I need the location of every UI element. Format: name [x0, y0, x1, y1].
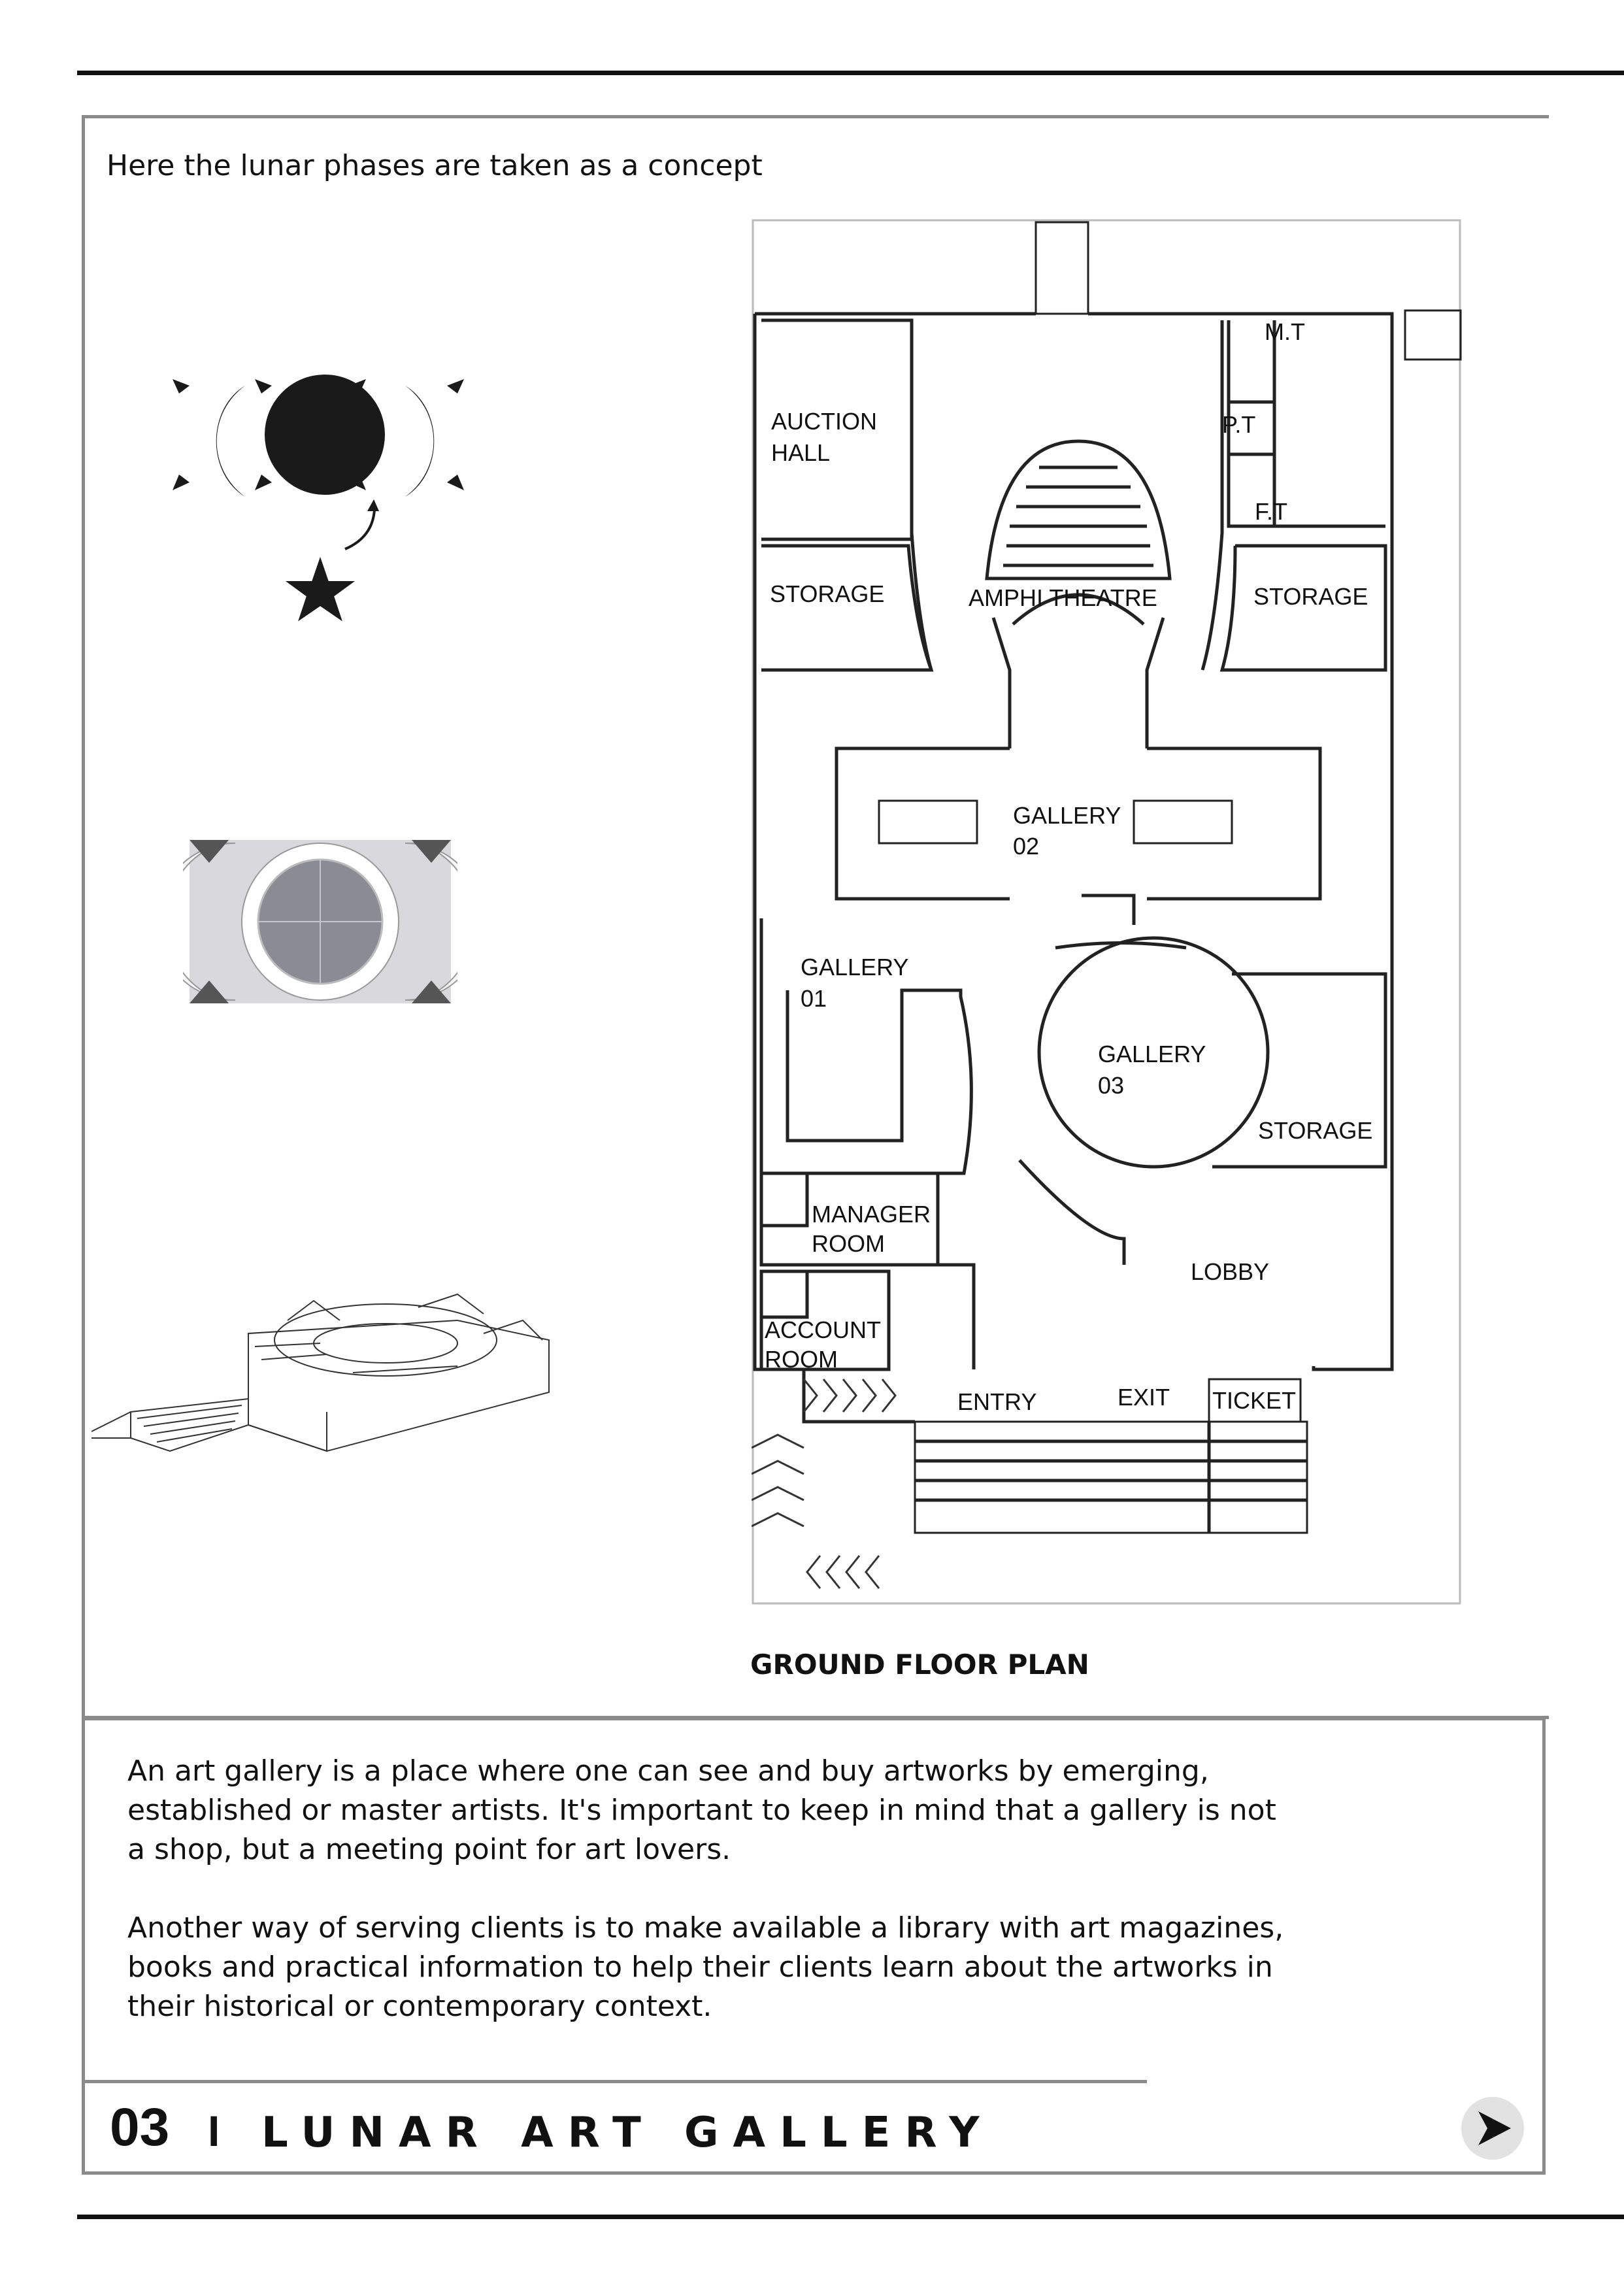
label-gallery02-a: GALLERY: [1013, 802, 1121, 829]
label-storage-left: STORAGE: [770, 580, 885, 607]
label-gallery03-a: GALLERY: [1098, 1041, 1206, 1067]
left-crescent: [216, 386, 245, 497]
full-moon: [265, 375, 385, 495]
label-account-2: ROOM: [765, 1346, 838, 1373]
chevron-right-icon: [1461, 2097, 1524, 2160]
ground-floor-plan: [752, 219, 1464, 1605]
label-account-1: ACCOUNT: [765, 1316, 881, 1343]
footer-top-line: [82, 2080, 1147, 2083]
label-mt: M.T: [1265, 318, 1305, 345]
label-gallery03-b: 03: [1098, 1072, 1125, 1099]
label-auction-1: AUCTION: [771, 408, 877, 435]
bottom-rule: [77, 2215, 1624, 2219]
label-entry: ENTRY: [957, 1388, 1037, 1415]
label-ft: F.T: [1255, 498, 1287, 525]
plan-caption: GROUND FLOOR PLAN: [750, 1649, 1089, 1681]
label-pt: P.T: [1222, 411, 1256, 438]
label-storage-right: STORAGE: [1253, 583, 1368, 610]
label-manager-1: MANAGER: [812, 1201, 931, 1228]
document-title: LUNAR ART GALLERY: [261, 2109, 994, 2157]
roof-plan-graphic: [183, 837, 457, 1007]
label-exit: EXIT: [1118, 1384, 1170, 1411]
label-storage-lower: STORAGE: [1258, 1117, 1373, 1144]
label-lobby: LOBBY: [1191, 1258, 1270, 1285]
label-ticket: TICKET: [1212, 1387, 1297, 1414]
footer-separator: I: [208, 2107, 220, 2155]
next-page-button[interactable]: [1461, 2097, 1524, 2160]
lunar-phases-diagram: [157, 366, 484, 628]
page-number: 03: [110, 2098, 170, 2157]
label-gallery01-a: GALLERY: [801, 954, 909, 980]
description-paragraph-1: An art gallery is a place where one can see and buy artworks by emerging, established or master artists. It's important to keep in mind that a gallery is not a shop, but a meeting point for art lovers.: [127, 1754, 1276, 1866]
label-gallery01-b: 01: [801, 985, 827, 1012]
star-icon: [288, 559, 353, 620]
label-gallery02-b: 02: [1013, 833, 1040, 860]
top-rule: [77, 71, 1624, 75]
concept-intro: Here the lunar phases are taken as a concept: [107, 149, 763, 182]
right-crescent: [405, 386, 434, 497]
label-amphi: AMPHI THEATRE: [969, 584, 1157, 611]
label-auction-2: HALL: [771, 439, 831, 466]
perspective-sketch: [91, 1281, 562, 1477]
label-manager-2: ROOM: [812, 1230, 885, 1257]
description-paragraph-2: Another way of serving clients is to make available a library with art magazines, books and practical information to help their clients learn about the artworks in their historical or contemporary context.: [127, 1911, 1284, 2023]
